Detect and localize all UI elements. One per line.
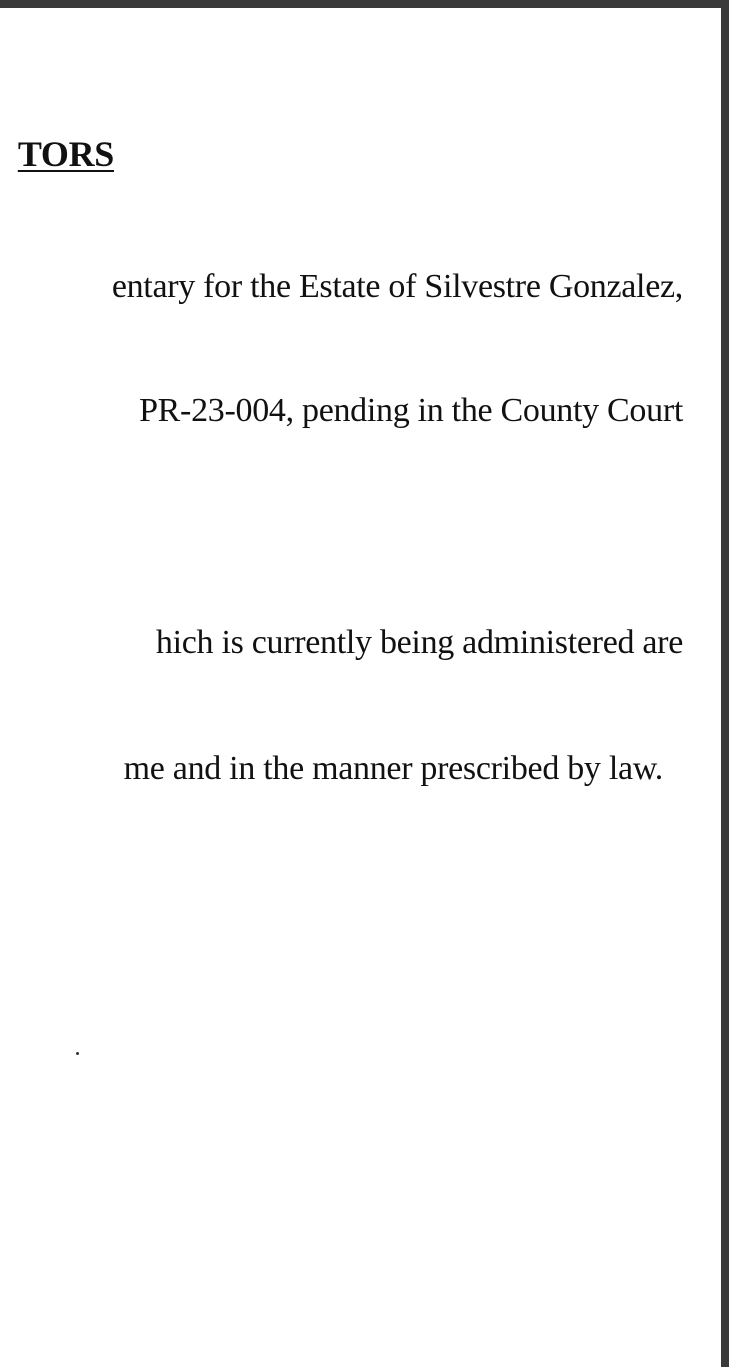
scan-speck xyxy=(76,1052,79,1055)
right-border xyxy=(721,8,729,1367)
section-heading: TORS xyxy=(17,134,114,174)
body-line-2: PR-23-004, pending in the County Court xyxy=(139,392,683,429)
body-line-1: entary for the Estate of Silvestre Gonzalez, xyxy=(111,268,683,305)
document-page xyxy=(0,8,721,1367)
body-line-4: me and in the manner prescribed by law. xyxy=(123,750,663,787)
body-line-3: hich is currently being administered are xyxy=(155,624,683,661)
top-border xyxy=(0,0,729,8)
